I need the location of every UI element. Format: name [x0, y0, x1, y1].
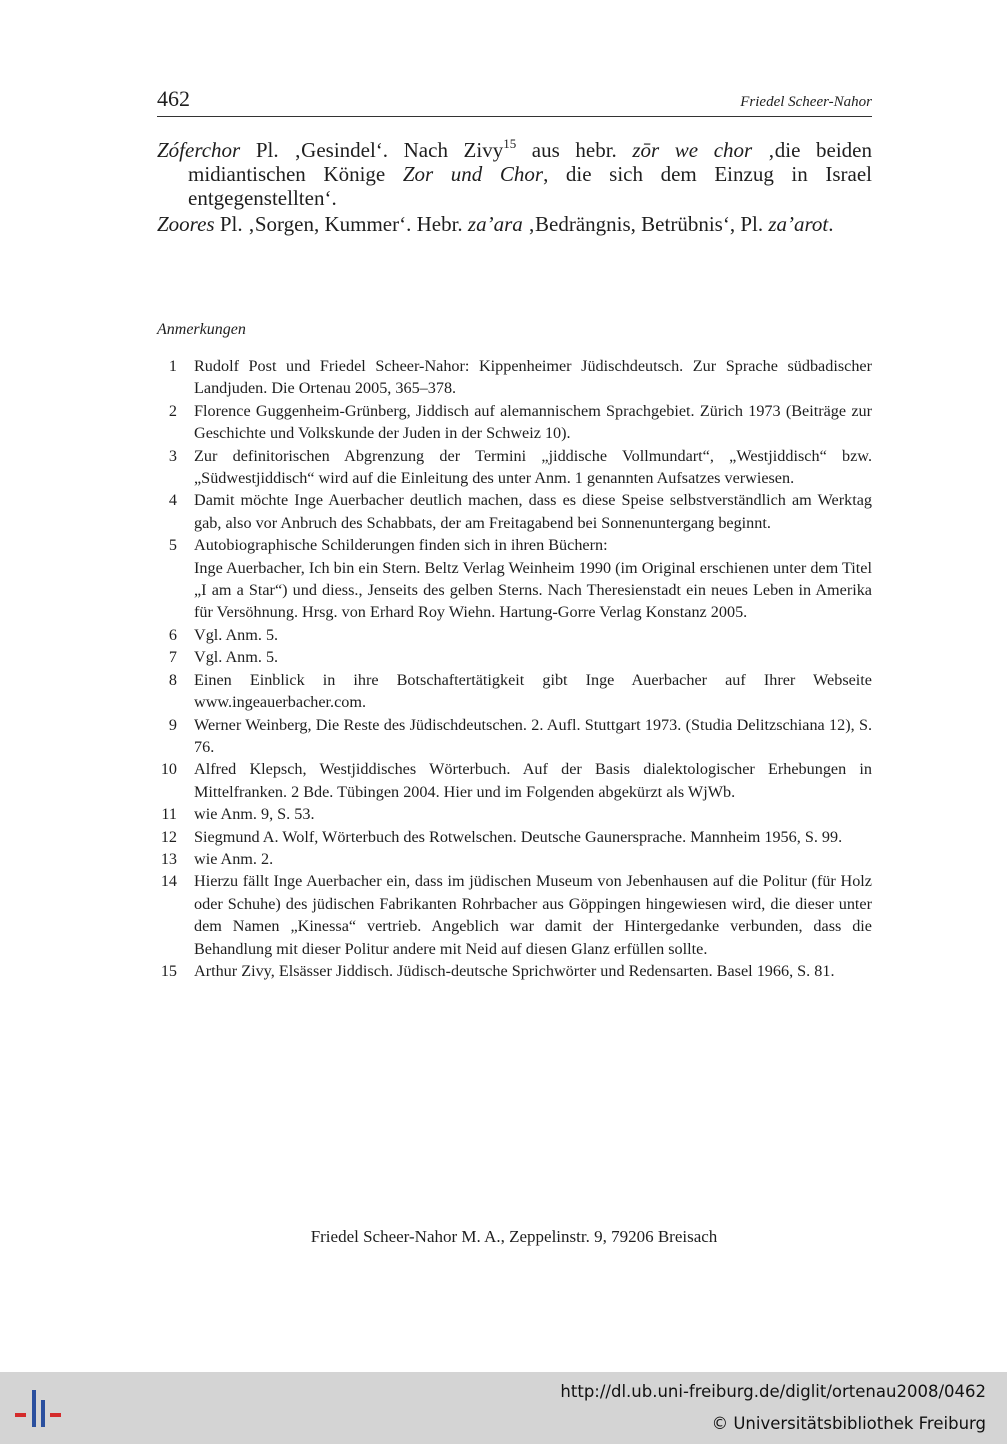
note-item — [157, 758, 872, 803]
note-item — [157, 714, 872, 759]
note-text: Arthur Zivy, Elsässer Jiddisch. Jüdisch-deutsche Sprichwörter und Redensarten. Basel 1966, S. 81. — [194, 961, 835, 980]
note-number: 11 — [161, 805, 177, 824]
notes-list — [157, 355, 872, 982]
note-number: 14 — [160, 872, 177, 891]
header-rule — [157, 116, 872, 117]
note-number: 12 — [160, 827, 177, 846]
running-head: Friedel Scheer-Nahor — [740, 94, 872, 110]
author-address: Friedel Scheer-Nahor M. A., Zeppelinstr. 9, 79206 Breisach — [310, 1227, 718, 1246]
entry-term: zōr we chor — [632, 138, 753, 162]
note-text: Einen Einblick in ihre Botschaftertätigkeit gibt Inge Auerbacher auf Ihrer Webseite www.ingeauerbacher.com. — [194, 670, 872, 712]
note-text: Werner Weinberg, Die Reste des Jüdischdeutschen. 2. Aufl. Stuttgart 1973. (Studia Delitzschiana 12), S. 76. — [194, 715, 872, 756]
note-number: 5 — [168, 536, 177, 555]
note-text: Vgl. Anm. 5. — [194, 625, 279, 644]
footnote-ref: 15 — [503, 136, 517, 151]
entry-text: . — [828, 212, 834, 236]
note-item — [157, 803, 872, 825]
note-text: Rudolf Post und Friedel Scheer-Nahor: Kippenheimer Jüdischdeutsch. Zur Sprache südbadischer Landjuden. Die Ortenau 2005, 365–378. — [194, 357, 872, 398]
note-item — [157, 445, 872, 490]
note-item — [157, 624, 872, 646]
note-text: Siegmund A. Wolf, Wörterbuch des Rotwelschen. Deutsche Gaunersprache. Mannheim 1956, S. 99. — [194, 827, 843, 846]
note-text-continued: Inge Auerbacher, Ich bin ein Stern. Beltz Verlag Weinheim 1990 (im Original erschienen unter dem Titel „I am a Star“) und diess., Jenseits des gelben Sterns. Nach Theresienstadt ein neues Leben in Amerika für Versöhnung. Hrsg. von Erhard Roy Wiehn. Hartung-Gorre Verlag Konstanz 2005. — [194, 558, 872, 622]
note-number: 10 — [160, 760, 177, 779]
entry-text: aus hebr. — [516, 138, 633, 162]
note-text: wie Anm. 9, S. 53. — [194, 805, 315, 824]
note-item — [157, 669, 872, 714]
entry-text: , die sich dem Einzug in Israel entgegenstellten‘. — [188, 162, 872, 210]
note-item — [157, 534, 872, 624]
note-number: 7 — [168, 648, 177, 667]
page-number: 462 — [157, 86, 190, 111]
note-number: 6 — [168, 625, 177, 644]
note-text: Autobiographische Schilderungen finden sich in ihren Büchern: — [194, 536, 608, 555]
note-text: Damit möchte Inge Auerbacher deutlich machen, dass es diese Speise selbstverständlich am Werktag gab, also vor Anbruch des Schabbats, der am Freitagabend bei Sonnenuntergang beginnt. — [194, 491, 872, 532]
note-number: 8 — [168, 670, 177, 689]
note-item — [157, 960, 872, 982]
note-text: Vgl. Anm. 5. — [194, 648, 279, 667]
note-text: Hierzu fällt Inge Auerbacher ein, dass im jüdischen Museum von Jebenhausen auf die Politur (für Holz oder Schuhe) des jüdischen Fabrikanten Rohrbacher aus Göppingen hingewiesen wird, die dieser unter dem Namen „Kinessa“ vertrieb. Angeblich war damit der Hintergedanke verbunden, dass die Behandlung mit dieser Politur andere mit Neid auf diesen Glanz erfüllen sollte. — [194, 872, 872, 958]
note-number: 3 — [168, 446, 177, 465]
glossary-entry — [157, 212, 872, 236]
entry-term: za’arot — [768, 212, 829, 236]
note-number: 13 — [160, 849, 177, 868]
note-number: 9 — [168, 715, 177, 734]
library-logo-icon — [12, 1386, 64, 1432]
note-text: Florence Guggenheim-Grünberg, Jiddisch auf alemannischem Sprachgebiet. Zürich 1973 (Beiträge zur Geschichte und Volkskunde der Juden in der Schweiz 10). — [194, 401, 872, 443]
entry-headword: Zoores — [157, 212, 215, 236]
note-item — [157, 355, 872, 400]
note-item — [157, 870, 872, 960]
note-item — [157, 826, 872, 848]
footer-copyright: © Universitätsbibliothek Freiburg — [711, 1414, 986, 1433]
entry-text: ‚die beiden midiantischen Könige — [188, 138, 872, 186]
note-number: 4 — [168, 491, 177, 510]
entry-text: ‚Bedrängnis, Betrübnis‘, Pl. — [522, 212, 769, 236]
glossary-entries — [157, 138, 872, 238]
footer-url[interactable]: http://dl.ub.uni-freiburg.de/diglit/ortenau2008/0462 — [560, 1382, 986, 1401]
entry-text: Pl. ‚Gesindel‘. Nach Zivy — [240, 138, 504, 162]
entry-text: Pl. ‚Sorgen, Kummer‘. Hebr. — [214, 212, 468, 236]
note-number: 1 — [168, 357, 177, 375]
note-text: Zur definitorischen Abgrenzung der Termini „jiddische Vollmundart“, „Westjiddisch“ bzw. „Südwestjiddisch“ wird auf die Einleitung des unter Anm. 1 genannten Aufsatzes verwiesen. — [194, 446, 872, 488]
footer-bar — [0, 1372, 1007, 1444]
entry-term: za’ara — [467, 212, 523, 236]
note-item — [157, 400, 872, 445]
note-text: wie Anm. 2. — [194, 849, 274, 868]
note-number: 15 — [160, 961, 177, 980]
note-text: Alfred Klepsch, Westjiddisches Wörterbuch. Auf der Basis dialektologischer Erhebungen in Mittelfranken. 2 Bde. Tübingen 2004. Hier und im Folgenden abgekürzt als WjWb. — [194, 760, 872, 801]
entry-term: Zor und Chor — [402, 162, 544, 186]
glossary-entry — [157, 138, 872, 210]
note-item — [157, 646, 872, 668]
note-number: 2 — [168, 401, 177, 420]
note-item — [157, 848, 872, 870]
notes-heading: Anmerkungen — [157, 321, 246, 338]
entry-headword: Zóferchor — [157, 138, 241, 162]
note-item — [157, 489, 872, 534]
